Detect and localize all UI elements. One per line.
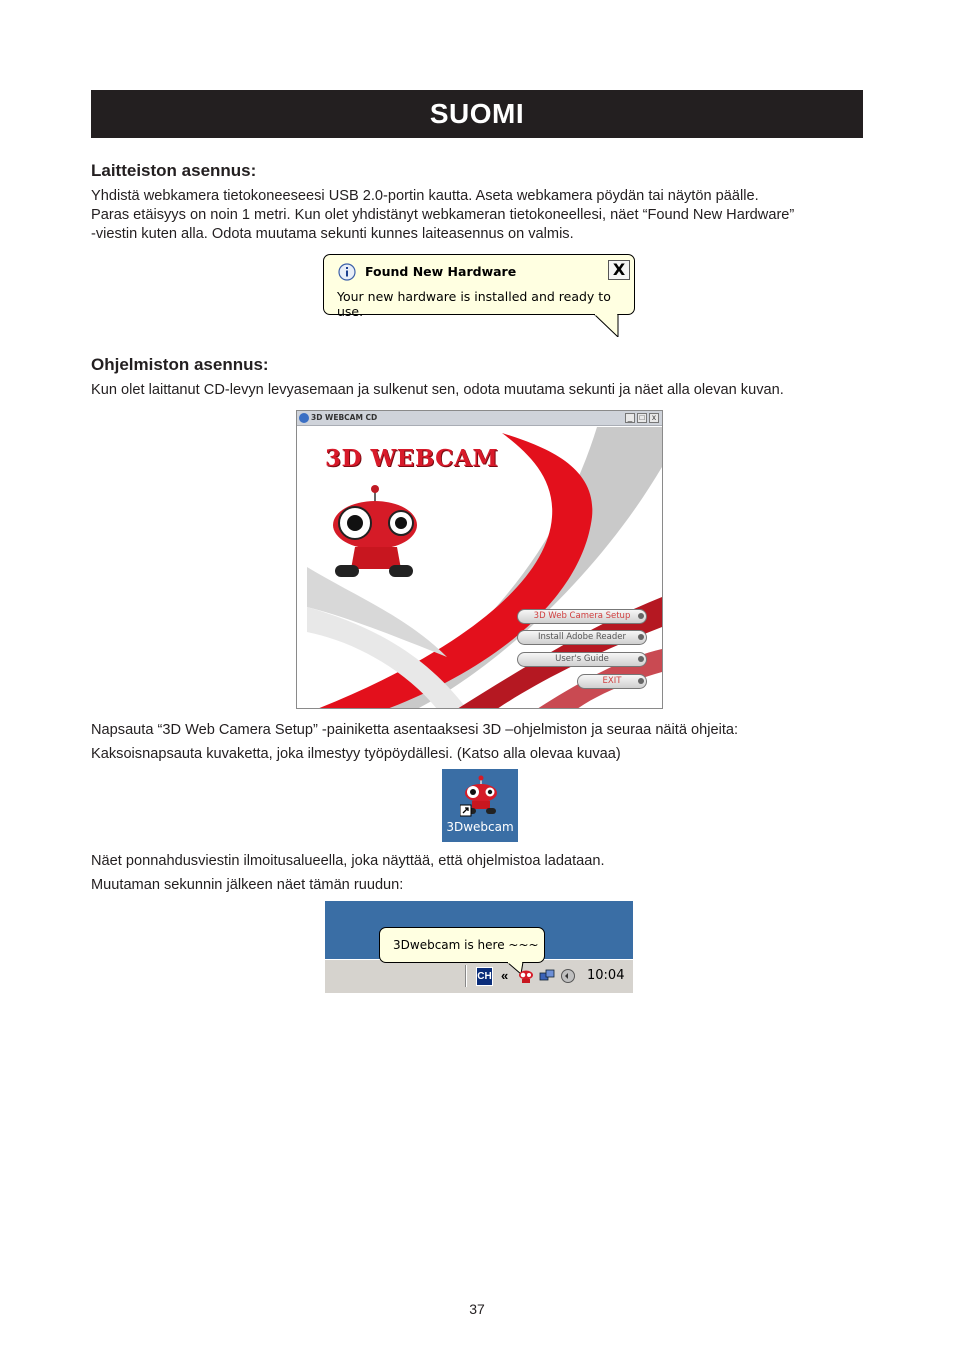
- install-adobe-reader-button[interactable]: [517, 630, 647, 645]
- balloon-title: Found New Hardware: [365, 264, 517, 279]
- tooltip-text: 3Dwebcam is here ~~~: [393, 938, 539, 952]
- text-line: Paras etäisyys on noin 1 metri. Kun olet yhdistänyt webkameran tietokoneellesi, näet “Found New Hardware”: [91, 207, 795, 223]
- hardware-paragraph: [91, 187, 871, 244]
- volume-icon[interactable]: [560, 968, 576, 984]
- text-line: -viestin kuten alla. Odota muutama sekunti kunnes laiteasennus on valmis.: [91, 226, 574, 242]
- network-icon[interactable]: [539, 968, 555, 984]
- button-label: 3D Web Camera Setup: [533, 611, 631, 621]
- exit-button[interactable]: [577, 674, 647, 689]
- tray-tooltip: [379, 927, 545, 963]
- bullet-icon: [638, 656, 644, 662]
- brand-logo: 3D WEBCAM: [325, 445, 499, 472]
- desktop-shortcut[interactable]: [442, 769, 518, 842]
- hardware-heading: Laitteiston asennus:: [91, 161, 257, 180]
- 3dwebcam-icon: [460, 775, 500, 819]
- language-indicator[interactable]: CH: [476, 967, 493, 986]
- text-line: Kaksoisnapsauta kuvaketta, joka ilmestyy työpöydällesi. (Katso alla olevaa kuvaa): [91, 746, 621, 762]
- software-heading: Ohjelmiston asennus:: [91, 355, 269, 374]
- section-header: [91, 90, 863, 138]
- software-paragraph: Kun olet laittanut CD-levyn levyasemaan ja sulkenut sen, odota muutama sekunti ja näet alla olevan kuvan.: [91, 382, 784, 398]
- button-label: User's Guide: [555, 654, 609, 664]
- system-tray-screenshot: [325, 901, 633, 993]
- setup-instructions: [91, 718, 871, 766]
- maximize-button[interactable]: □: [637, 413, 647, 423]
- taskbar-separator: [465, 965, 467, 987]
- bullet-icon: [638, 634, 644, 640]
- balloon-tail: [594, 314, 622, 337]
- close-icon[interactable]: X: [608, 260, 630, 280]
- info-icon: [338, 263, 356, 281]
- page-number: 37: [469, 1301, 485, 1317]
- show-hidden-icons-chevron[interactable]: «: [501, 968, 509, 983]
- webcam-cd-window: [296, 410, 663, 709]
- button-label: Install Adobe Reader: [538, 632, 626, 642]
- text-line: Yhdistä webkamera tietokoneeseesi USB 2.0-portin kautta. Aseta webkamera pöydän tai näytön päälle.: [91, 188, 759, 204]
- window-titlebar: [297, 411, 662, 426]
- web-camera-setup-button[interactable]: [517, 609, 647, 624]
- balloon-message: Your new hardware is installed and ready to use.: [337, 289, 611, 319]
- tray-clock[interactable]: 10:04: [587, 968, 625, 983]
- desktop-icon-label: 3Dwebcam: [446, 820, 514, 834]
- bullet-icon: [638, 613, 644, 619]
- users-guide-button[interactable]: [517, 652, 647, 667]
- window-title: 3D WEBCAM CD: [311, 413, 378, 422]
- minimize-button[interactable]: _: [625, 413, 635, 423]
- button-label: EXIT: [602, 676, 622, 686]
- text-line: Napsauta “3D Web Camera Setup” -painiketta asentaaksesi 3D –ohjelmiston ja seuraa näitä ohjeita:: [91, 722, 739, 738]
- text-line: Muutaman sekunnin jälkeen näet tämän ruudun:: [91, 877, 404, 893]
- header-title: SUOMI: [429, 98, 525, 129]
- 3dwebcam-tray-icon[interactable]: [518, 968, 534, 984]
- webcam-mascot-icon: [327, 483, 427, 583]
- bullet-icon: [638, 678, 644, 684]
- close-button[interactable]: x: [649, 413, 659, 423]
- tray-instructions: [91, 849, 871, 897]
- app-icon: [299, 413, 309, 423]
- text-line: Näet ponnahdusviestin ilmoitusalueella, joka näyttää, että ohjelmistoa ladataan.: [91, 853, 605, 869]
- found-new-hardware-balloon: [323, 254, 635, 319]
